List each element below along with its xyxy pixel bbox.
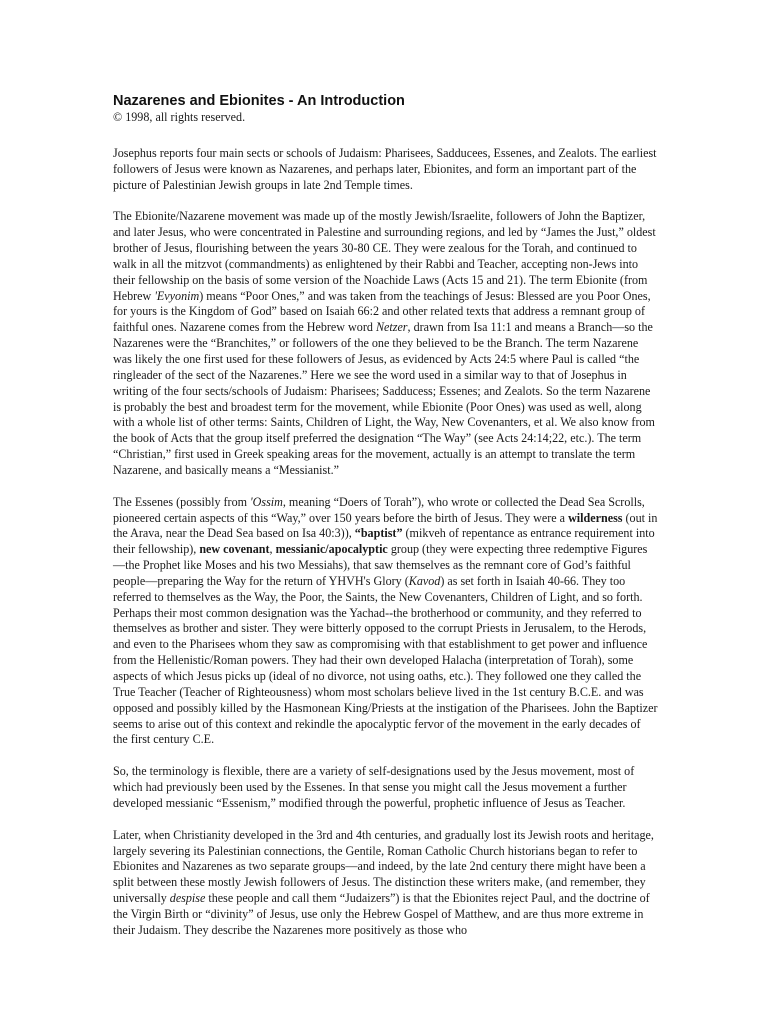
paragraph-intro: Josephus reports four main sects or schools of Judaism: Pharisees, Sadducees, Essenes, and Zealots. The earliest followers of Jesus were known as Nazarenes, and perhaps later, Ebionites, and form an important part of the picture of Palestinian Jewish groups in late 2nd Temple times. <box>113 145 657 192</box>
document-page <box>113 92 658 955</box>
paragraph-later-christianity: Later, when Christianity developed in the 3rd and 4th centuries, and gradually lost its Jewish roots and heritage, largely severing its Palestinian connections, the Gentile, Roman Catholic Church historians began to refer to Ebionites and Nazarenes as two separate groups—and indeed, by the late 2nd century there might have been a split between these mostly Jewish followers of Jesus. The distinction these writers make, (and remember, they universally despise these people and call them “Judaizers”) is that the Ebionites reject Paul, and the doctrine of the Virgin Birth or “divinity” of Jesus, use only the Hebrew Gospel of Matthew, and are thus more extreme in their Judaism. They describe the Nazarenes more positively as those who <box>113 827 654 937</box>
paragraph-ebionite-nazarene: The Ebionite/Nazarene movement was made up of the mostly Jewish/Israelite, followers of John the Baptizer, and later Jesus, who were concentrated in Palestine and surrounding regions, and led by “James the Just,” oldest brother of Jesus, flourishing between the years 30-80 CE. They were zealous for the Torah, and continued to walk in all the mitzvot (commandments) as enlightened by their Rabbi and Teacher, accepting non-Jews into their fellowship on the basis of some version of the Noachide Laws (Acts 15 and 21). The term Ebionite (from Hebrew 'Evyonim) means “Poor Ones,” and was taken from the teachings of Jesus: Blessed are you Poor Ones, for yours is the Kingdom of God” based on Isaiah 66:2 and other related texts that address a remnant group of faithful ones. Nazarene comes from the Hebrew word Netzer, drawn from Isa 11:1 and means a Branch—so the Nazarenes were the “Branchites,” or followers of the one they believed to be the Branch. The term Nazarene was likely the one first used for these followers of Jesus, as evidenced by Acts 24:5 where Paul is called “the ringleader of the sect of the Nazarenes.” Here we see the word used in a similar way to that of Josephus in writing of the four sects/schools of Judaism: Pharisees; Sadducess; Essenes; and Zealots. So the term Nazarene is probably the best and broadest term for the movement, while Ebionite (Poor Ones) was used as well, along with a whole list of other terms: Saints, Children of Light, the Way, New Covenanters, et al. We also know from the book of Acts that the group itself preferred the designation “The Way” (see Acts 24:14;22, etc.). The term “Christian,” first used in Greek speaking areas for the movement, actually is an attempt to translate the term Nazarene, and basically means a “Messianist.” <box>113 209 656 477</box>
copyright-notice: © 1998, all rights reserved. <box>113 110 246 124</box>
document-title: Nazarenes and Ebionites - An Introduction <box>113 93 405 109</box>
paragraph-essenes: The Essenes (possibly from 'Ossim, meaning “Doers of Torah”), who wrote or collected the Dead Sea Scrolls, pioneered certain aspects of this “Way,” over 150 years before the birth of Jesus. They were a wilderness (out in the Arava, near the Dead Sea based on Isa 40:3)), “baptist” (mikveh of repentance as entrance requirement into their fellowship), new covenant, messianic/apocalyptic group (they were expecting three redemptive Figures—the Prophet like Moses and his two Messiahs), that saw themselves as the remnant core of God’s faithful people—preparing the Way for the return of YHVH's Glory (Kavod) as set forth in Isaiah 40-66. They too referred to themselves as the Way, the Poor, the Saints, the New Covenanters, Children of Light, and so forth. Perhaps their most common designation was the Yachad--the brotherhood or community, and they referred to themselves as brother and sister. They were bitterly opposed to the corrupt Priests in Jerusalem, to the Herods, and even to the Pharisees whom they saw as compromising with that establishment to get power and influence from the Hellenistic/Roman powers. They had their own developed Halacha (interpretation of Torah), some aspects of which Jesus picks up (ideal of no divorce, not using oaths, etc.). They followed one they called the True Teacher (Teacher of Righteousness) whom most scholars believe lived in the 1st century B.C.E. and was opposed and possibly killed by the Hasmonean King/Priests at the instigation of the Pharisees. John the Baptizer seems to arise out of this context and rekindle the apocalyptic fervor of the movement in the early decades of the first century C.E. <box>113 494 658 747</box>
paragraph-terminology: So, the terminology is flexible, there are a variety of self-designations used by the Jesus movement, most of which had previously been used by the Essenes. In that sense you might call the Jesus movement a further developed messianic “Essenism,” modified through the powerful, prophetic influence of Jesus as Teacher. <box>113 764 635 810</box>
